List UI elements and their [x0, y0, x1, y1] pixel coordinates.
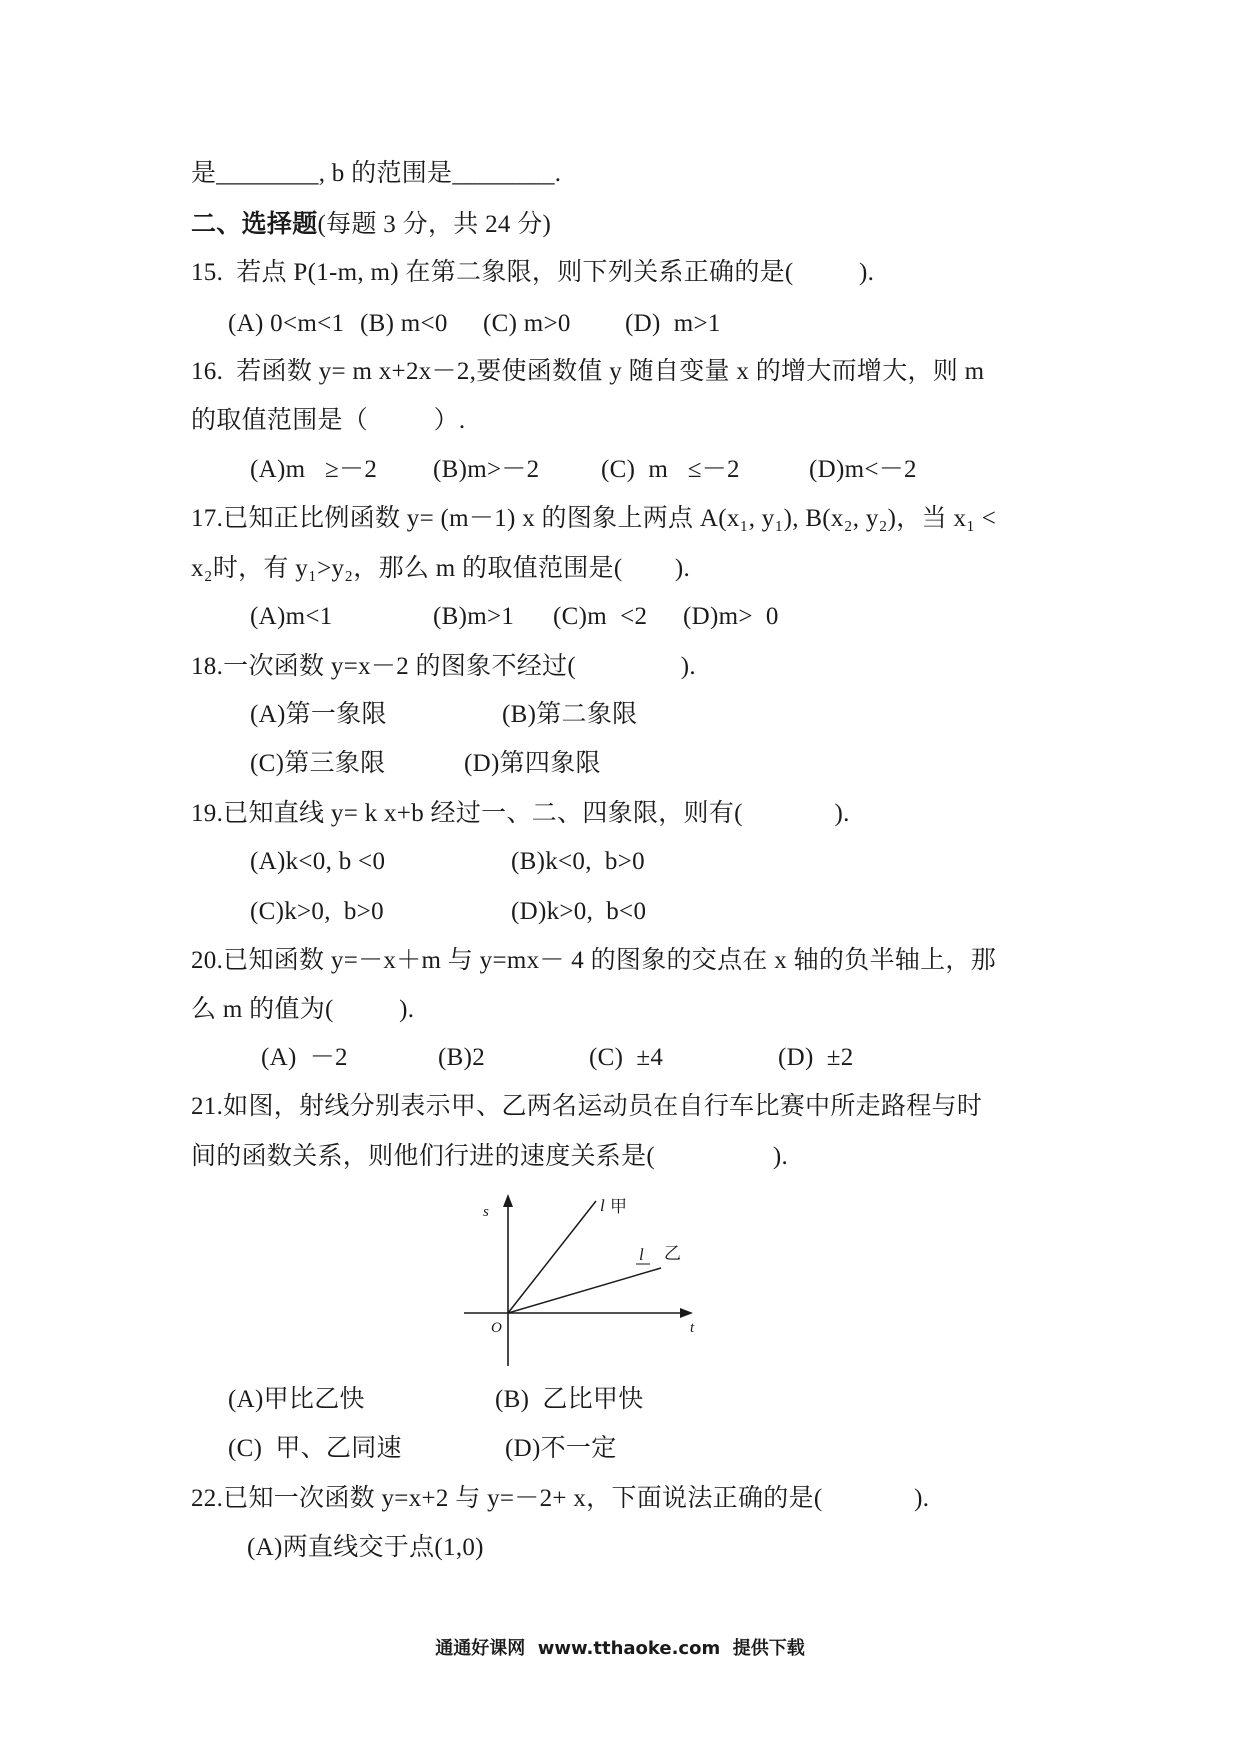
question-20-option-b: (B)2	[438, 1044, 486, 1071]
ray-yi-label: 乙	[664, 1244, 681, 1263]
question-20-option-a: (A) －2	[261, 1044, 348, 1071]
question-15-option-b: (B) m<0	[360, 310, 448, 337]
x-axis-label: t	[690, 1320, 695, 1336]
question-15-stem: 15. 若点 P(1-m, m) 在第二象限，则下列关系正确的是( ).	[191, 259, 875, 286]
question-18-stem: 18.一次函数 y=x－2 的图象不经过( ).	[191, 653, 696, 680]
question-21-stem-line-1: 21.如图，射线分别表示甲、乙两名运动员在自行车比赛中所走路程与时	[191, 1093, 983, 1120]
question-22-stem: 22.已知一次函数 y=x+2 与 y=－2+ x，下面说法正确的是( ).	[191, 1485, 930, 1512]
origin-label: O	[491, 1320, 502, 1336]
question-19-option-b: (B)k<0, b>0	[511, 848, 645, 875]
section-heading	[191, 212, 551, 238]
section-title: 二、选择题	[191, 211, 318, 238]
question-18-option-c: (C)第三象限	[250, 750, 386, 777]
question-21-option-d: (D)不一定	[505, 1435, 617, 1462]
question-16-option-c: (C) m ≤－2	[601, 456, 740, 483]
question-16-option-d: (D)m<－2	[809, 456, 917, 483]
page-footer: 通通好课网 www.tthaoke.com 提供下载	[435, 1638, 805, 1659]
question-17-option-b: (B)m>1	[433, 603, 515, 630]
section-note: (每题 3 分，共 24 分)	[317, 211, 552, 238]
question-19-option-a: (A)k<0, b <0	[250, 848, 386, 875]
question-21-stem-line-2: 间的函数关系，则他们行进的速度关系是( ).	[191, 1143, 789, 1170]
x-axis-arrow-icon	[680, 1308, 693, 1318]
question-16-stem-line-1: 16. 若函数 y= m x+2x－2,要使函数值 y 随自变量 x 的增大而增大，则 m	[191, 358, 985, 385]
question-17-option-c: (C)m <2	[553, 603, 648, 630]
y-axis-label: s	[483, 1204, 489, 1220]
question-21-option-a: (A)甲比乙快	[228, 1386, 365, 1413]
speed-graph-figure	[440, 1180, 710, 1380]
question-15-option-a: (A) 0<m<1	[228, 310, 345, 337]
ray-yi	[508, 1268, 661, 1313]
question-17-stem-line-2: x₂时，有 y₁>y₂，那么 m 的取值范围是( ).	[191, 555, 691, 582]
previous-question-tail: 是________, b 的范围是________.	[191, 160, 562, 187]
ray-jia-label: 甲	[610, 1197, 627, 1216]
y-axis-arrow-icon	[503, 1194, 513, 1207]
question-20-stem-line-2: 么 m 的值为( ).	[191, 996, 415, 1023]
question-21-option-c: (C) 甲、乙同速	[228, 1435, 402, 1462]
question-17-option-a: (A)m<1	[250, 603, 333, 630]
question-17-option-d: (D)m> 0	[683, 603, 779, 630]
question-20-option-d: (D) ±2	[778, 1044, 854, 1071]
question-15-option-c: (C) m>0	[483, 310, 571, 337]
question-16-option-a: (A)m ≥－2	[250, 456, 378, 483]
question-18-option-b: (B)第二象限	[502, 701, 638, 728]
question-19-stem: 19.已知直线 y= k x+b 经过一、二、四象限，则有( ).	[191, 800, 850, 827]
question-19-option-d: (D)k>0, b<0	[511, 898, 647, 925]
question-16-stem-line-2: 的取值范围是（ ）.	[191, 407, 466, 434]
question-15-option-d: (D) m>1	[625, 310, 721, 337]
question-16-option-b: (B)m>－2	[433, 456, 540, 483]
ray-jia-symbol: l	[600, 1196, 605, 1215]
question-22-option-a: (A)两直线交于点(1,0)	[247, 1534, 484, 1561]
question-19-option-c: (C)k>0, b>0	[250, 898, 384, 925]
question-20-stem-line-1: 20.已知函数 y=－x＋m 与 y=mx－ 4 的图象的交点在 x 轴的负半轴上，那	[191, 947, 996, 974]
ray-yi-symbol: l	[639, 1245, 644, 1264]
question-17-stem-line-1: 17.已知正比例函数 y= (m－1) x 的图象上两点 A(x₁, y₁), B(x₂, y₂)，当 x₁ <	[191, 505, 997, 532]
ray-jia	[508, 1201, 596, 1313]
question-18-option-a: (A)第一象限	[250, 701, 387, 728]
question-20-option-c: (C) ±4	[589, 1044, 664, 1071]
question-21-option-b: (B) 乙比甲快	[495, 1386, 644, 1413]
question-18-option-d: (D)第四象限	[464, 750, 601, 777]
